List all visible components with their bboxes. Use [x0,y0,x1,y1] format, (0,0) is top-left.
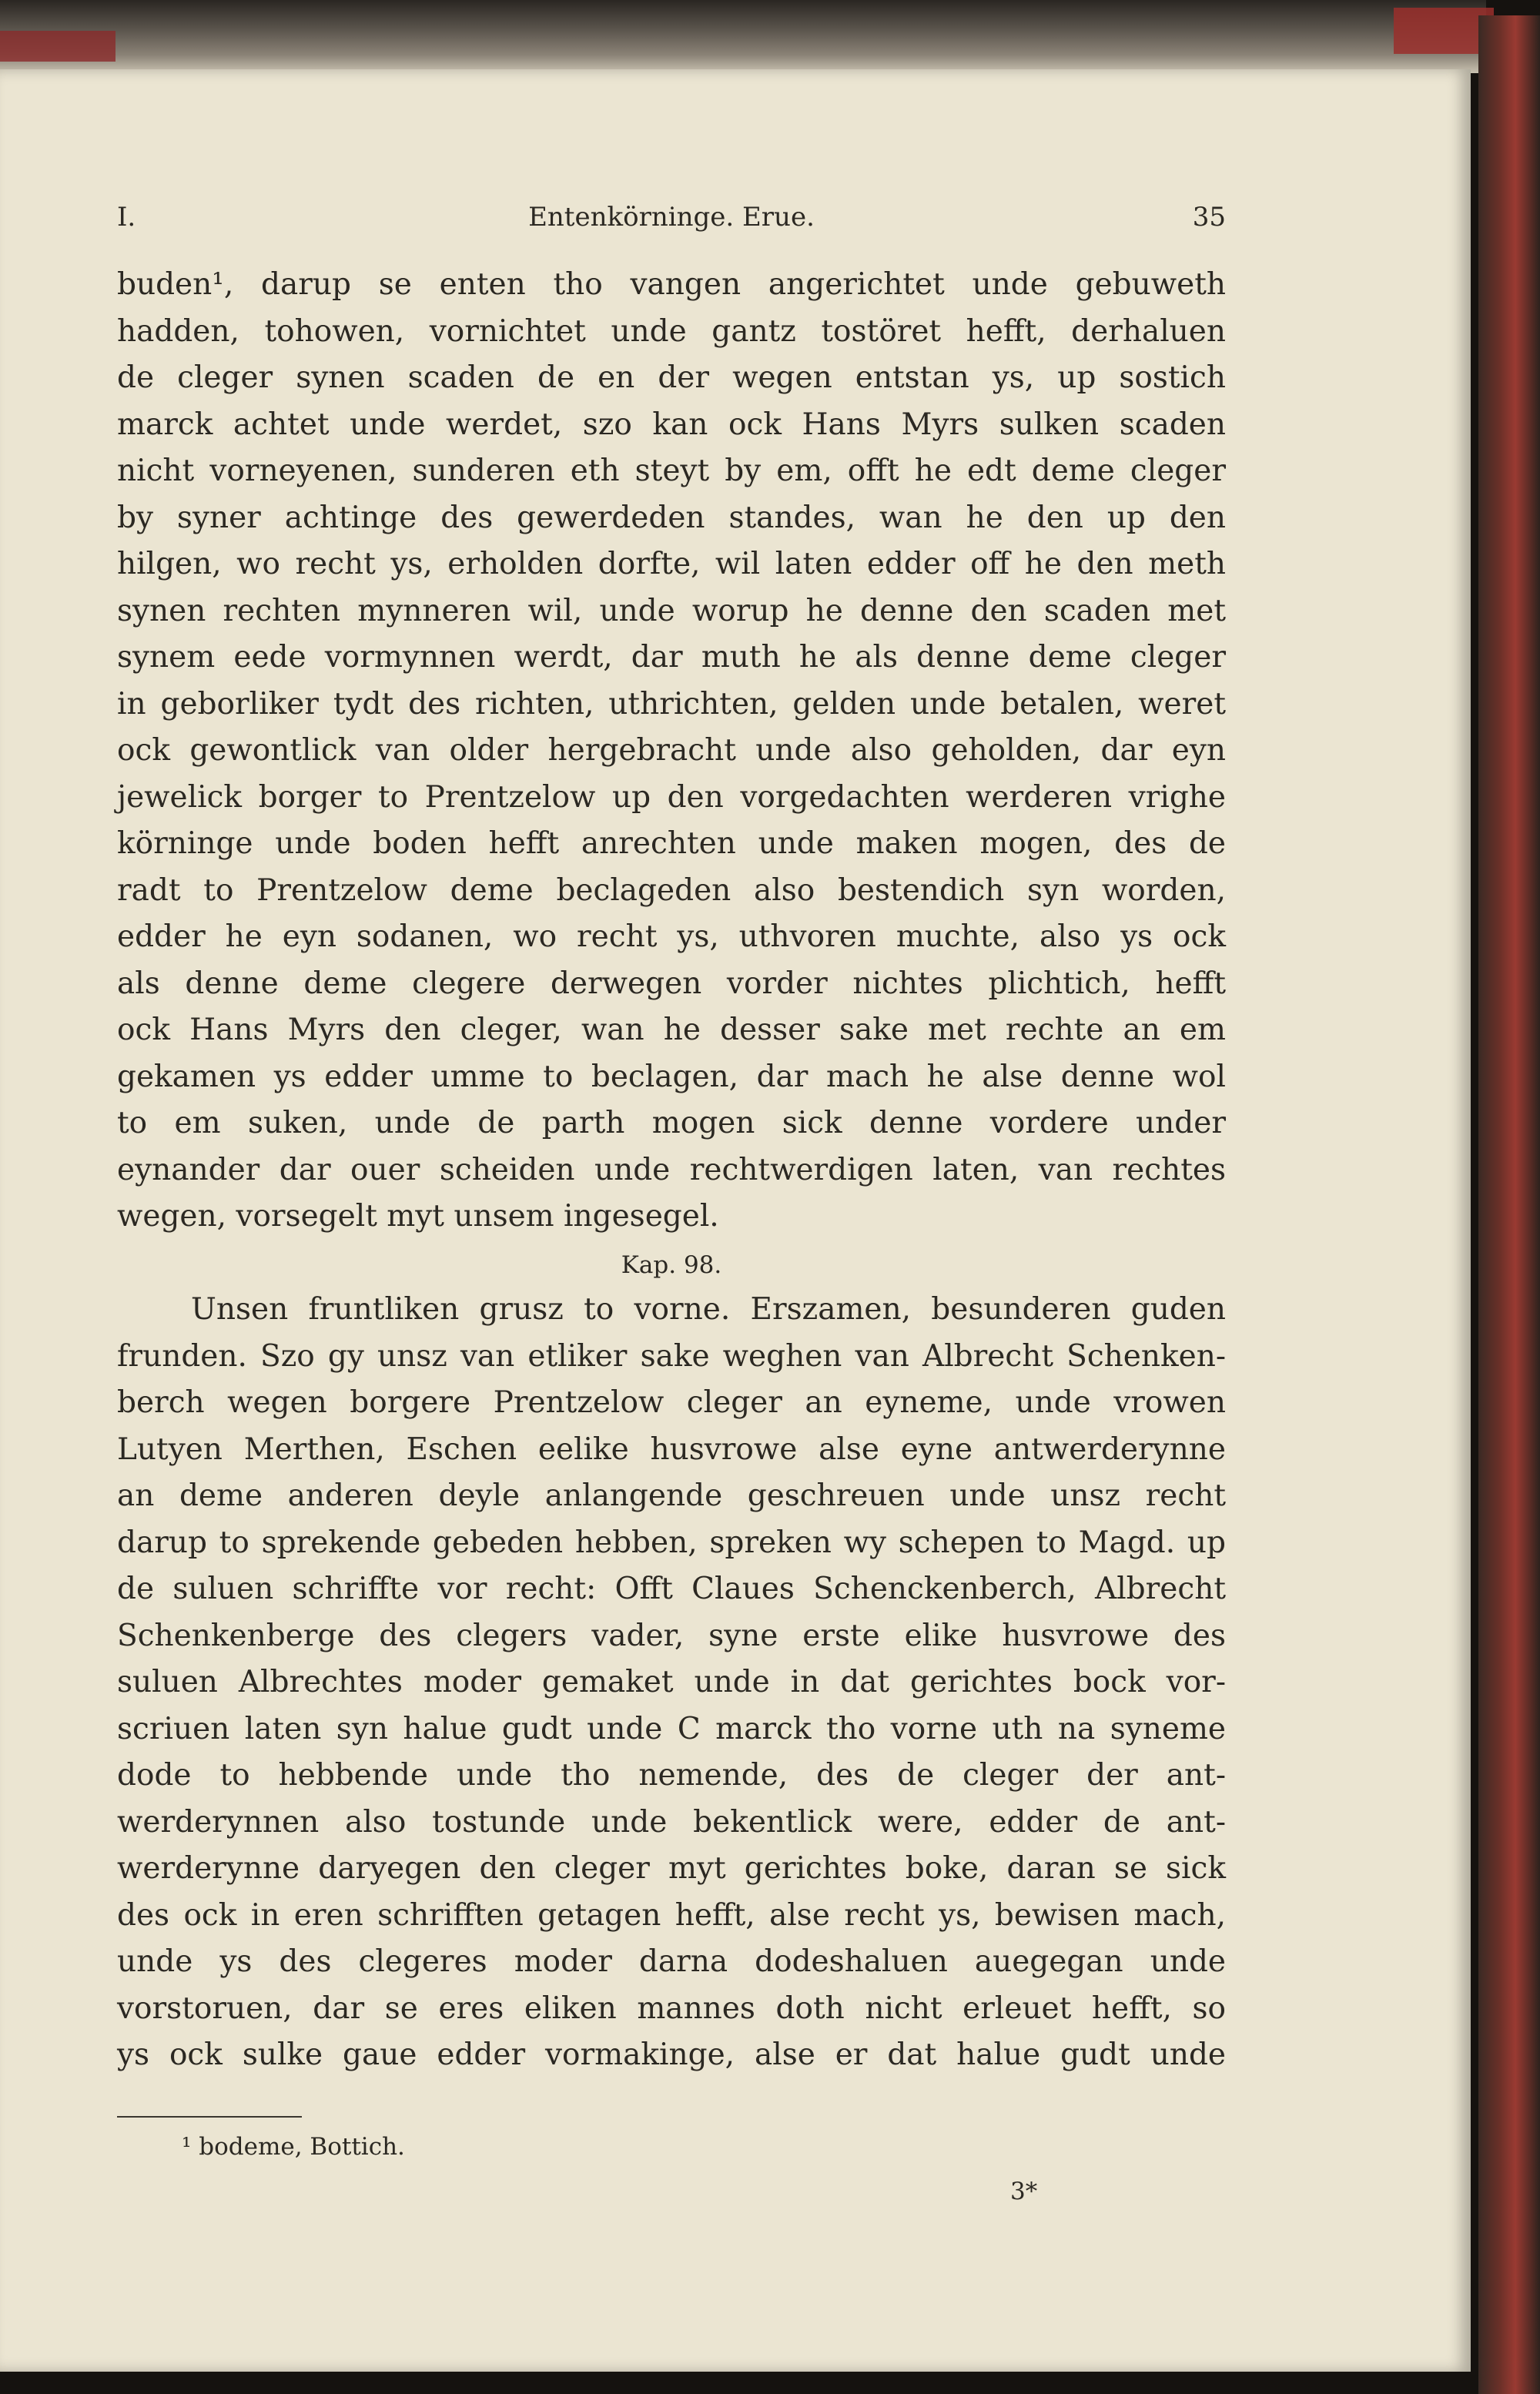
text-line: scriuen laten syn halue gudt unde C marck tho vorne uth na syneme [117,1711,1226,1746]
section-heading: Kap. 98. [621,1251,722,1279]
text-line: hilgen, wo recht ys, erholden dorfte, wil laten edder off he den meth [117,547,1226,581]
text-line: werderynnen also tostunde unde bekentlick were, edder de ant- [117,1804,1226,1840]
text-line: edder he eyn sodanen, wo recht ys, uthvoren muchte, also ys ock [117,919,1226,954]
text-line: berch wegen borgere Prentzelow cleger an eyneme, unde vrowen [117,1385,1226,1420]
book-page [0,69,1471,2372]
text-line: synen rechten mynneren wil, unde worup he denne den scaden met [117,593,1226,628]
text-line: vorstoruen, dar se eres eliken mannes doth nicht erleuet hefft, so [117,1991,1226,2026]
page-number: 35 [1192,202,1226,233]
text-line: hadden, tohowen, vornichtet unde gantz tostöret hefft, derhaluen [117,313,1226,349]
text-line: darup to sprekende gebeden hebben, spreken wy schepen to Magd. up [117,1525,1226,1560]
text-line: by syner achtinge des gewerdeden standes, wan he den up den [117,500,1226,535]
text-line: suluen Albrechtes moder gemaket unde in dat gerichtes bock vor- [117,1665,1226,1699]
footnote: ¹ bodeme, Bottich. [182,2133,405,2161]
text-line: synem eede vormynnen werdt, dar muth he als denne deme cleger [117,640,1226,675]
text-line: ys ock sulke gaue edder vormakinge, alse er dat halue gudt unde [117,2037,1226,2072]
text-line: frunden. Szo gy unsz van etliker sake weghen van Albrecht Schenken- [117,1338,1226,1374]
text-line: to em suken, unde de parth mogen sick denne vordere under [117,1106,1226,1140]
text-line: wegen, vorsegelt myt unsem ingesegel. [117,1199,719,1234]
text-line: werderynne daryegen den cleger myt gerichtes boke, daran se sick [117,1851,1226,1886]
text-line: nicht vorneyenen, sunderen eth steyt by em, offt he edt deme cleger [117,454,1226,488]
text-line: jewelick borger to Prentzelow up den vorgedachten werderen vrighe [117,779,1226,815]
text-line: als denne deme clegere derwegen vorder nichtes plichtich, hefft [117,966,1226,1001]
footnote-rule [117,2116,302,2118]
text-line: in geborliker tydt des richten, uthrichten, gelden unde betalen, weret [117,686,1226,722]
text-line: eynander dar ouer scheiden unde rechtwerdigen laten, van rechtes [117,1152,1226,1187]
signature-mark: 3* [1010,2178,1038,2205]
text-line: unde ys des clegeres moder darna dodeshaluen auegegan unde [117,1944,1226,1979]
text-line: an deme anderen deyle anlangende geschreuen unde unsz recht [117,1478,1226,1513]
text-line: de cleger synen scaden de en der wegen entstan ys, up sostich [117,360,1226,395]
text-line: Lutyen Merthen, Eschen eelike husvrowe alse eyne antwerderynne [117,1431,1226,1467]
text-line: körninge unde boden hefft anrechten unde maken mogen, des de [117,826,1226,861]
paragraph-1 [117,262,1226,1241]
text-line: buden¹, darup se enten tho vangen angerichtet unde gebuweth [117,267,1226,302]
running-head [117,202,1226,240]
text-line: ock Hans Myrs den cleger, wan he desser sake met rechte an em [117,1013,1226,1047]
chapter-number: I. [117,202,136,233]
body-text [117,262,1226,2079]
text-line: Unsen fruntliken grusz to vorne. Erszamen, besunderen guden [191,1292,1226,1327]
text-line: gekamen ys edder umme to beclagen, dar mach he alse denne wol [117,1059,1226,1094]
book-top-edge [0,0,1486,73]
text-line: des ock in eren schrifften getagen hefft, alse recht ys, bewisen mach, [117,1897,1226,1933]
text-line: dode to hebbende unde tho nemende, des de cleger der ant- [117,1758,1226,1793]
paragraph-2 [117,1287,1226,2079]
text-line: ock gewontlick van older hergebracht unde also geholden, dar eyn [117,733,1226,768]
text-line: de suluen schriffte vor recht: Offt Claues Schenckenberch, Albrecht [117,1572,1226,1606]
binding-edge-left [0,31,116,62]
text-line: Schenkenberge des clegers vader, syne erste elike husvrowe des [117,1618,1226,1653]
running-title: Entenkörninge. Erue. [528,202,815,233]
text-line: marck achtet unde werdet, szo kan ock Hans Myrs sulken scaden [117,407,1226,442]
text-line: radt to Prentzelow deme beclageden also bestendich syn worden, [117,872,1226,908]
book-spine [1478,15,1540,2394]
